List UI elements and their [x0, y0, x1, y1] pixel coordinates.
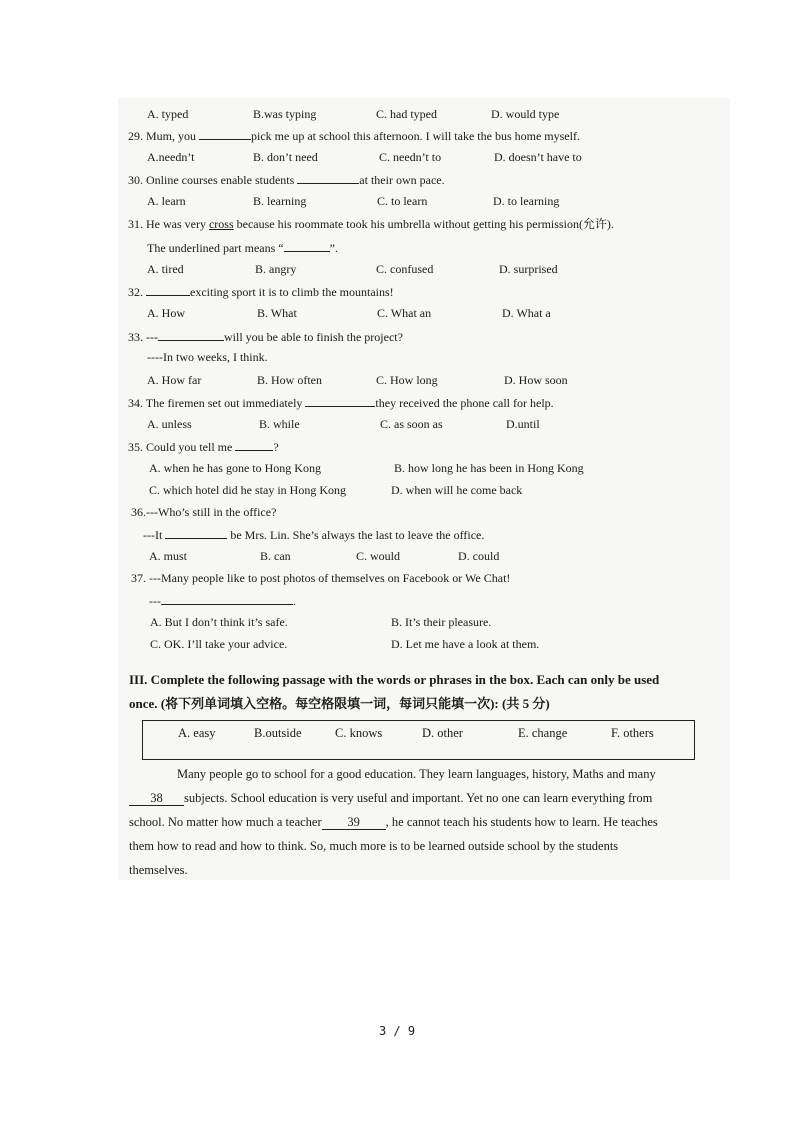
option-a: A. How	[147, 306, 185, 320]
option-a: A. typed	[147, 107, 189, 121]
question-text: 35. Could you tell me	[128, 440, 236, 454]
question-31	[128, 216, 614, 232]
question-text: 29. Mum, you	[128, 129, 200, 143]
option-b: B. angry	[255, 262, 297, 276]
question-text: .	[293, 594, 296, 608]
question-35	[128, 438, 279, 455]
question-text: 31. He was very	[128, 217, 209, 231]
question-text: exciting sport it is to climb the mountains!	[190, 285, 394, 299]
question-text: will you be able to finish the project?	[224, 330, 403, 344]
question-33	[128, 328, 403, 345]
word-option-f: F. others	[611, 726, 654, 740]
answer-blank	[165, 526, 227, 539]
underlined-word: cross	[208, 217, 234, 231]
option-a: A. How far	[147, 373, 202, 387]
page-number: 3 / 9	[378, 1024, 416, 1038]
option-c: C. which hotel did he stay in Hong Kong	[149, 483, 346, 497]
word-option-a: A. easy	[178, 726, 216, 740]
option-d: D. doesn’t have to	[494, 150, 582, 164]
option-b: B. while	[259, 417, 300, 431]
question-37-reply	[149, 592, 296, 609]
option-b: B. How often	[257, 373, 322, 387]
option-c: C. OK. I’ll take your advice.	[150, 637, 288, 651]
question-32	[128, 283, 394, 300]
word-option-d: D. other	[422, 726, 463, 740]
option-d: D. How soon	[504, 373, 568, 387]
word-option-c: C. knows	[335, 726, 383, 740]
answer-blank	[161, 592, 293, 605]
passage-line: them how to read and how to think. So, much more is to be learned outside school by the students	[129, 839, 619, 853]
option-a: A. when he has gone to Hong Kong	[149, 461, 321, 475]
question-text: 32.	[128, 285, 146, 299]
blank-39: 39	[322, 815, 386, 830]
question-text: ”.	[329, 241, 338, 255]
passage-line	[129, 786, 719, 810]
question-33-reply: ----In two weeks, I think.	[147, 350, 268, 364]
question-text: at their own pace.	[359, 173, 445, 187]
option-a: A. learn	[147, 194, 186, 208]
option-c: C. needn’t to	[379, 150, 442, 164]
answer-blank	[297, 171, 359, 184]
option-c: C. What an	[377, 306, 432, 320]
option-a: A.needn’t	[147, 150, 195, 164]
option-d: D. What a	[502, 306, 551, 320]
option-a: A. must	[149, 549, 188, 563]
passage-text: subjects. School education is very useful and important. Yet no one can learn everything from	[184, 791, 653, 805]
word-option-e: E. change	[518, 726, 568, 740]
option-b: B. can	[260, 549, 291, 563]
question-34	[128, 394, 554, 411]
word-box	[142, 720, 695, 760]
option-d: D. surprised	[499, 262, 558, 276]
option-b: B. how long he has been in Hong Kong	[394, 461, 584, 475]
option-b: B. What	[257, 306, 297, 320]
answer-blank	[284, 239, 330, 252]
question-text: 33. ---	[128, 330, 158, 344]
blank-38: 38	[129, 791, 184, 806]
answer-blank	[235, 438, 273, 451]
passage-line: Many people go to school for a good education. They learn languages, history, Maths and many	[177, 767, 656, 781]
section-3-heading: III. Complete the following passage with the words or phrases in the box. Each can only be used	[129, 672, 660, 687]
option-d: D.until	[506, 417, 540, 431]
passage-line: themselves.	[129, 863, 188, 877]
question-text: ---It	[143, 528, 166, 542]
question-29	[128, 127, 580, 144]
option-c: C. confused	[376, 262, 434, 276]
option-c: C. would	[356, 549, 401, 563]
answer-blank	[199, 127, 251, 140]
word-option-b: B.outside	[254, 726, 302, 740]
option-a: A. tired	[147, 262, 184, 276]
option-a: A. But I don’t think it’s safe.	[150, 615, 288, 629]
answer-blank	[158, 328, 224, 341]
option-a: A. unless	[147, 417, 192, 431]
question-30	[128, 171, 445, 188]
option-b: B. don’t need	[253, 150, 318, 164]
option-c: C. had typed	[376, 107, 437, 121]
question-text: 34. The firemen set out immediately	[128, 396, 306, 410]
question-text: ---	[149, 594, 161, 608]
question-text: 30. Online courses enable students	[128, 173, 298, 187]
option-b: B. learning	[253, 194, 307, 208]
question-36: 36.---Who’s still in the office?	[131, 505, 277, 519]
option-d: D. would type	[491, 107, 560, 121]
question-text: because his roommate took his umbrella without getting his permission(允许).	[233, 217, 614, 231]
question-37: 37. ---Many people like to post photos of themselves on Facebook or We Chat!	[131, 571, 511, 585]
option-d: D. to learning	[493, 194, 560, 208]
question-36-reply	[143, 526, 484, 543]
option-d: D. Let me have a look at them.	[391, 637, 540, 651]
answer-blank	[305, 394, 375, 407]
passage-line	[129, 810, 719, 834]
question-text: they received the phone call for help.	[375, 396, 554, 410]
option-b: B. It’s their pleasure.	[391, 615, 492, 629]
passage	[129, 762, 719, 882]
question-31-line2	[147, 239, 338, 256]
option-d: D. could	[458, 549, 500, 563]
question-text: pick me up at school this afternoon. I will take the bus home myself.	[251, 129, 580, 143]
question-text: The underlined part means “	[147, 241, 284, 255]
option-c: C. as soon as	[380, 417, 443, 431]
answer-blank	[146, 283, 190, 296]
option-c: C. How long	[376, 373, 438, 387]
question-text: ?	[273, 440, 279, 454]
option-d: D. when will he come back	[391, 483, 523, 497]
option-b: B.was typing	[253, 107, 317, 121]
passage-text: school. No matter how much a teacher	[129, 815, 322, 829]
option-c: C. to learn	[377, 194, 428, 208]
section-3-heading-2: once. (将下列单词填入空格。每空格限填一词，每词只能填一次): (共 5 分)	[129, 696, 550, 711]
question-text: be Mrs. Lin. She’s always the last to leave the office.	[227, 528, 485, 542]
passage-text: , he cannot teach his students how to learn. He teaches	[385, 815, 658, 829]
